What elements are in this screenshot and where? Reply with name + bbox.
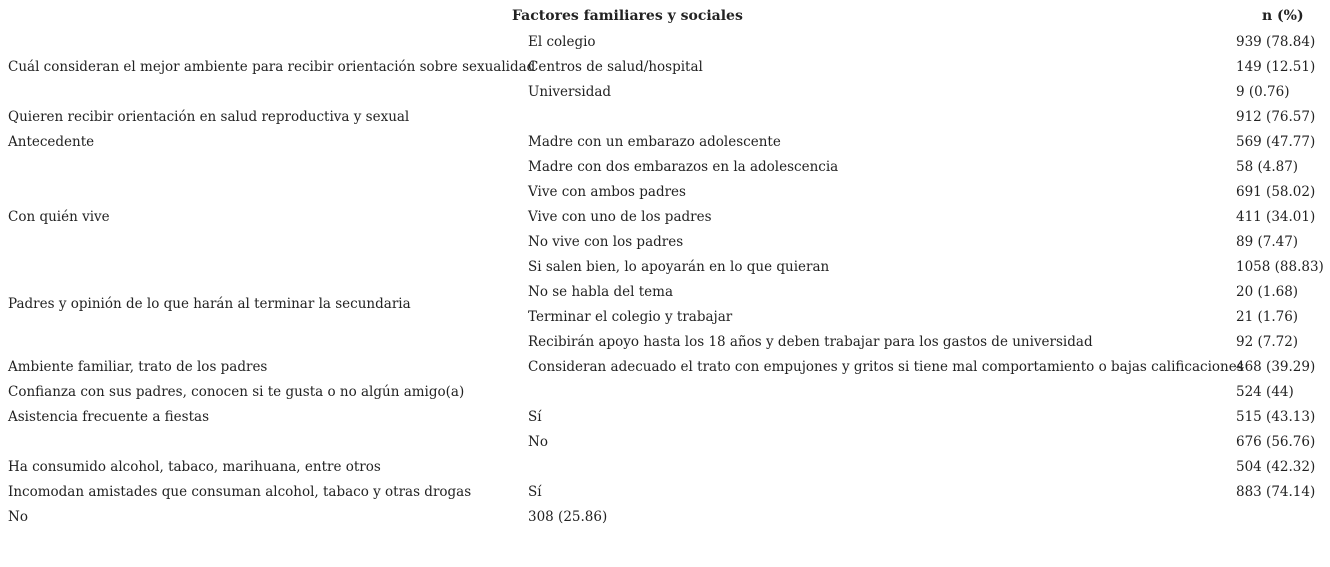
row-category: No [528, 434, 548, 450]
row-value: 939 (78.84) [1236, 34, 1316, 50]
row-value: 92 (7.72) [1236, 334, 1299, 350]
row-category: Universidad [528, 84, 612, 100]
row-category: No se habla del tema [528, 284, 673, 300]
row-value: 676 (56.76) [1236, 434, 1316, 450]
row-factor: Cuál consideran el mejor ambiente para recibir orientación sobre sexualidad [8, 59, 536, 75]
row-factor: Con quién vive [8, 209, 110, 225]
row-factor: Antecedente [8, 134, 95, 150]
row-category: Sí [528, 409, 542, 425]
row-factor: No [8, 509, 28, 525]
row-value: 524 (44) [1236, 384, 1294, 400]
row-value: 569 (47.77) [1236, 134, 1316, 150]
row-factor: Incomodan amistades que consuman alcohol, tabaco y otras drogas [8, 484, 472, 500]
row-value: 504 (42.32) [1236, 459, 1316, 475]
row-category: 308 (25.86) [528, 509, 608, 525]
row-value: 58 (4.87) [1236, 159, 1299, 175]
row-value: 9 (0.76) [1236, 84, 1290, 100]
row-value: 89 (7.47) [1236, 234, 1299, 250]
row-value: 20 (1.68) [1236, 284, 1299, 300]
row-category: Si salen bien, lo apoyarán en lo que quieran [528, 259, 830, 275]
row-factor: Ha consumido alcohol, tabaco, marihuana, entre otros [8, 459, 381, 475]
row-value: 1058 (88.83) [1236, 259, 1324, 275]
row-category: Sí [528, 484, 542, 500]
row-category: Centros de salud/hospital [528, 59, 703, 75]
factor-padres-opinion: Padres y opinión de lo que harán al terminar la secundaria [8, 296, 411, 312]
row-value: 883 (74.14) [1236, 484, 1316, 500]
row-factor: Ambiente familiar, trato de los padres [8, 359, 268, 375]
row-factor: Asistencia frecuente a fiestas [8, 409, 209, 425]
row-factor: Confianza con sus padres, conocen si te gusta o no algún amigo(a) [8, 384, 465, 400]
row-value: 149 (12.51) [1236, 59, 1316, 75]
header-n: n (%) [1262, 8, 1304, 24]
row-category: Madre con un embarazo adolescente [528, 134, 781, 150]
row-value: 515 (43.13) [1236, 409, 1316, 425]
row-value: 912 (76.57) [1236, 109, 1316, 125]
row-value: 468 (39.29) [1236, 359, 1316, 375]
row-category: No vive con los padres [528, 234, 684, 250]
row-category: Madre con dos embarazos en la adolescencia [528, 159, 839, 175]
row-category: Vive con uno de los padres [528, 209, 712, 225]
row-category: Vive con ambos padres [528, 184, 686, 200]
row-category: El colegio [528, 34, 596, 50]
row-factor: Quieren recibir orientación en salud reproductiva y sexual [8, 109, 410, 125]
row-value: 411 (34.01) [1236, 209, 1316, 225]
header-factores: Factores familiares y sociales [512, 8, 743, 24]
row-value: 21 (1.76) [1236, 309, 1299, 325]
row-category: Consideran adecuado el trato con empujones y gritos si tiene mal comportamiento o bajas calificaciones [528, 359, 1244, 375]
row-category: Recibirán apoyo hasta los 18 años y deben trabajar para los gastos de universidad [528, 334, 1093, 350]
row-category: Terminar el colegio y trabajar [528, 309, 733, 325]
row-value: 691 (58.02) [1236, 184, 1316, 200]
